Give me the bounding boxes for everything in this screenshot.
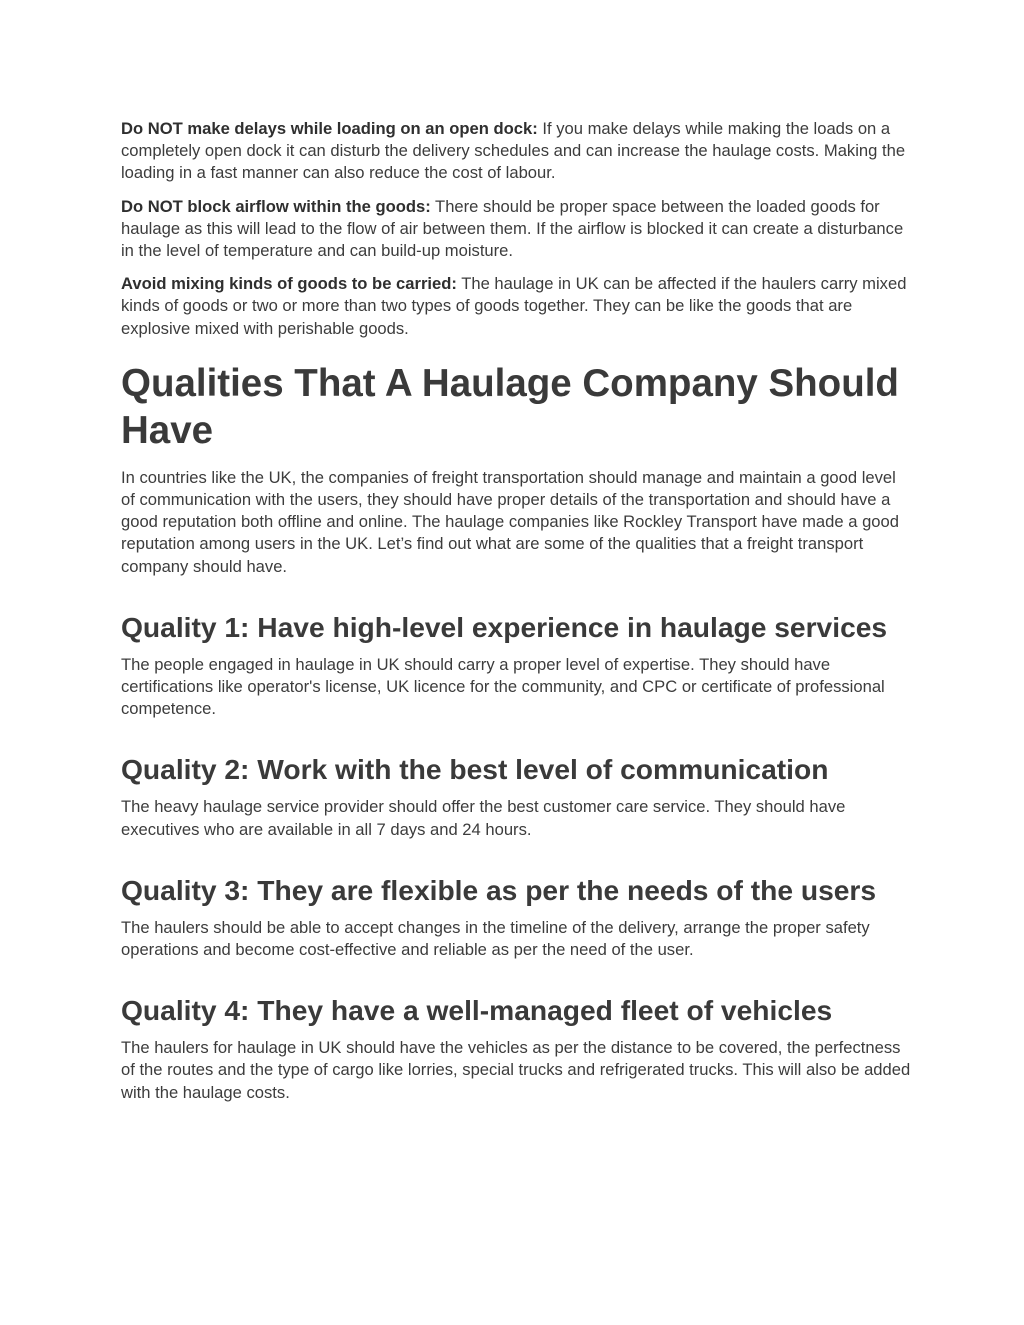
tip-paragraph-open-dock (121, 118, 911, 185)
tip-title: Do NOT block airflow within the goods: (121, 196, 431, 216)
quality-3-heading: Quality 3: They are flexible as per the needs of the users (121, 873, 877, 906)
quality-4-body: The haulers for haulage in UK should have the vehicles as per the distance to be covered, the perfectness of the routes and the type of cargo like lorries, special trucks and refrigerated trucks. This will also be added with the haulage costs. (121, 1038, 911, 1102)
document-page (121, 118, 911, 1104)
tip-paragraph-airflow (121, 196, 911, 263)
quality-3-body: The haulers should be able to accept changes in the timeline of the delivery, arrange the proper safety operations and become cost-effective and reliable as per the need of the user. (121, 917, 870, 960)
quality-2-body: The heavy haulage service provider should offer the best customer care service. They should have executives who are available in all 7 days and 24 hours. (121, 797, 846, 839)
quality-1-heading: Quality 1: Have high-level experience in haulage services (121, 610, 888, 643)
quality-4-heading: Quality 4: They have a well-managed fleet of vehicles (121, 994, 833, 1027)
main-heading: Qualities That A Haulage Company Should Have (121, 361, 899, 452)
tip-title: Do NOT make delays while loading on an open dock: (121, 119, 538, 138)
tip-body: If you make delays while making the loads on a completely open dock it can disturb the delivery schedules and can increase the haulage costs. Making the loading in a fast manner can also reduce the cost of labour. (121, 119, 906, 183)
tip-title: Avoid mixing kinds of goods to be carried: (121, 274, 457, 294)
quality-2-heading: Quality 2: Work with the best level of communication (121, 753, 829, 786)
quality-1-body: The people engaged in haulage in UK should carry a proper level of expertise. They should have certifications like operator's license, UK licence for the community, and CPC or certificate of professional competence. (121, 654, 885, 719)
tip-paragraph-mixing-goods (121, 273, 911, 340)
tip-body: The haulage in UK can be affected if the haulers carry mixed kinds of goods or two or more than two types of goods together. They can be like the goods that are explosive mixed with perishable goods. (121, 274, 907, 338)
intro-paragraph: In countries like the UK, the companies of freight transportation should manage and maintain a good level of communication with the users, they should have proper details of the transportation and should have a good reputation both offline and online. The haulage companies like Rockley Transport have made a good reputation among users in the UK. Let’s find out what are some of the qualities that a freight transport company should have. (121, 467, 899, 576)
tip-body: There should be proper space between the loaded goods for haulage as this will lead to the flow of air between them. If the airflow is blocked it can create a disturbance in the level of temperature and can build-up moisture. (121, 196, 904, 261)
